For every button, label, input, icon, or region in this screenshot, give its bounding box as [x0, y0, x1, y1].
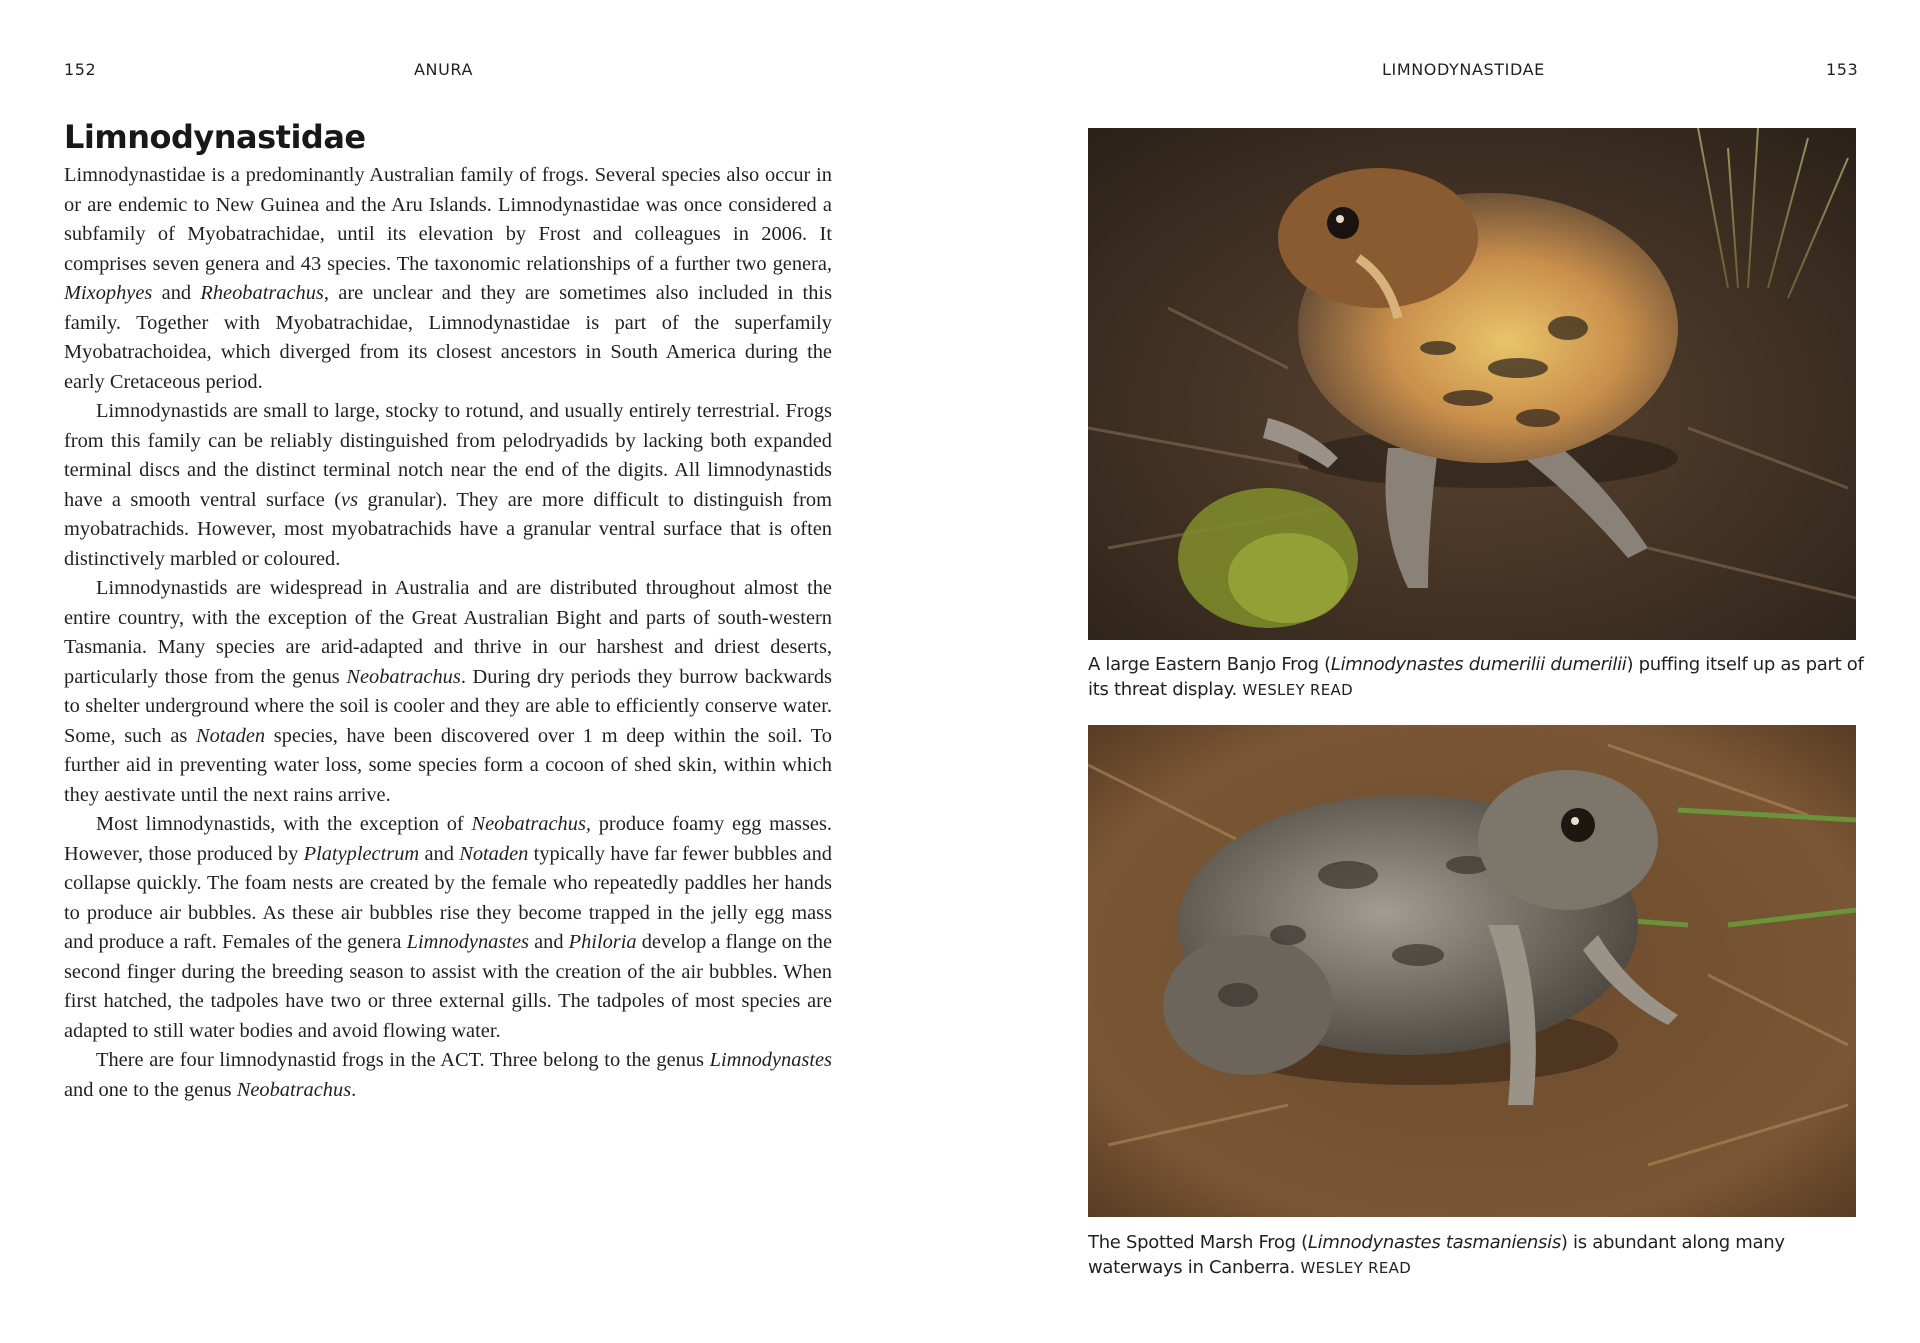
body-paragraph — [64, 574, 832, 810]
italic-term: Mixophyes — [64, 282, 153, 304]
body-paragraph — [64, 810, 832, 1046]
caption-text: ) puffing itself up as part of its threat display. — [1088, 654, 1864, 700]
italic-term: vs — [341, 488, 359, 511]
caption-text: The Spotted Marsh Frog ( — [1088, 1232, 1308, 1253]
scientific-name: Limnodynastes tasmaniensis — [1307, 1232, 1561, 1253]
italic-term: Limnodynastes — [709, 1049, 832, 1071]
text-run: species, have been discovered over 1 m deep within the soil. To further aid in preventing water loss, some species form a cocoon of shed skin, within which they aestivate until the next rains arrive. — [64, 724, 832, 806]
italic-term: Rheobatrachus — [200, 282, 324, 304]
frog-photo-illustration — [1088, 128, 1856, 640]
caption-eastern-banjo-frog — [1088, 652, 1868, 703]
page-number-right: 153 — [1826, 60, 1859, 79]
caption-text: A large Eastern Banjo Frog ( — [1088, 654, 1331, 675]
body-paragraph — [64, 161, 832, 397]
text-run: granular). They are more difficult to distinguish from myobatrachids. However, most myobatrachids have a granular ventral surface that is often distinctively marbled or coloured. — [64, 488, 832, 570]
page-number-left: 152 — [64, 60, 97, 79]
photo-credit: WESLEY READ — [1242, 681, 1353, 699]
text-run: . — [351, 1078, 357, 1101]
text-run: Limnodynastids are widespread in Australia and are distributed throughout almost the entire country, with the exception of the Great Australian Bight and parts of south-western Tasmania. Many species are arid-adapted and thrive in our harshest and driest deserts, particularly those from the genus — [64, 577, 832, 688]
running-head-right: LIMNODYNASTIDAE — [1382, 60, 1545, 79]
text-run: produce foamy egg masses. However, those produced by — [64, 813, 832, 865]
photo-credit: WESLEY READ — [1300, 1259, 1412, 1277]
body-paragraph — [64, 1046, 832, 1105]
italic-term: Platyplectrum — [303, 842, 420, 865]
photo-spotted-marsh-frog — [1088, 725, 1856, 1217]
text-run: Limnodynastidae is a predominantly Australian family of frogs. Several species also occur in or are endemic to New Guinea and the Aru Islands. Limnodynastidae was once considered a subfamily of Myobatrachidae, until its elevation by Frost and colleagues in 2006. It comprises seven genera and 43 species. The taxonomic relationships of a further two genera, — [64, 164, 832, 275]
caption-text: ) is abundant along many waterways in Canberra. — [1088, 1232, 1785, 1278]
italic-term: Limnodynastes — [406, 931, 529, 953]
section-title: Limnodynastidae — [64, 118, 366, 156]
text-run: Limnodynastids are small to large, stocky to rotund, and usually entirely terrestrial. Frogs from this family can be reliably distinguished from pelodryadids by lacking both expanded terminal discs and the distinct terminal notch near the end of the digits. All limnodynastids have a smooth ventral surface ( — [64, 400, 832, 511]
scientific-name: Limnodynastes dumerilii dumerilii — [1330, 654, 1627, 675]
text-run: , are unclear and they are sometimes also included in this family. Together with Myobatrachidae, Limnodynastidae is part of the superfamily Myobatrachoidea, which diverged from its closest ancestors in South America during the early Cretaceous period. — [64, 282, 833, 393]
text-run: and — [528, 931, 569, 953]
body-text — [64, 161, 832, 1105]
italic-term: Neobatrachus — [236, 1078, 352, 1101]
text-run: and — [419, 842, 460, 865]
italic-term: Notaden — [196, 724, 266, 747]
text-run: and one to the genus — [64, 1078, 237, 1101]
italic-term: Neobatrachus — [346, 665, 461, 688]
body-paragraph — [64, 397, 832, 574]
text-run: Most limnodynastids, with the exception of — [96, 813, 472, 835]
frog-photo-illustration — [1088, 725, 1856, 1217]
text-run: develop a flange on the second finger during the breeding season to assist with the creation of the air bubbles. When first hatched, the tadpoles have two or three external gills. The tadpoles of most species are adapted to still water bodies and avoid flowing water. — [64, 931, 832, 1042]
caption-spotted-marsh-frog — [1088, 1230, 1868, 1281]
text-run: typically have far fewer bubbles and collapse quickly. The foam nests are created by the female who repeatedly paddles her hands to produce air bubbles. As these air bubbles rise they become trapped in the jelly egg mass and produce a raft. Females of the genera — [64, 842, 832, 953]
text-run: . During dry periods they burrow backwards to shelter underground where the soil is cooler and they are able to efficiently conserve water. Some, such as — [64, 665, 832, 747]
text-run: and — [152, 282, 201, 304]
italic-term: Philoria — [568, 931, 637, 953]
italic-term: Neobatrachus, — [471, 813, 591, 835]
running-head-left: ANURA — [414, 60, 474, 79]
text-run: There are four limnodynastid frogs in the ACT. Three belong to the genus — [96, 1049, 710, 1071]
italic-term: Notaden — [459, 842, 529, 865]
photo-eastern-banjo-frog — [1088, 128, 1856, 640]
